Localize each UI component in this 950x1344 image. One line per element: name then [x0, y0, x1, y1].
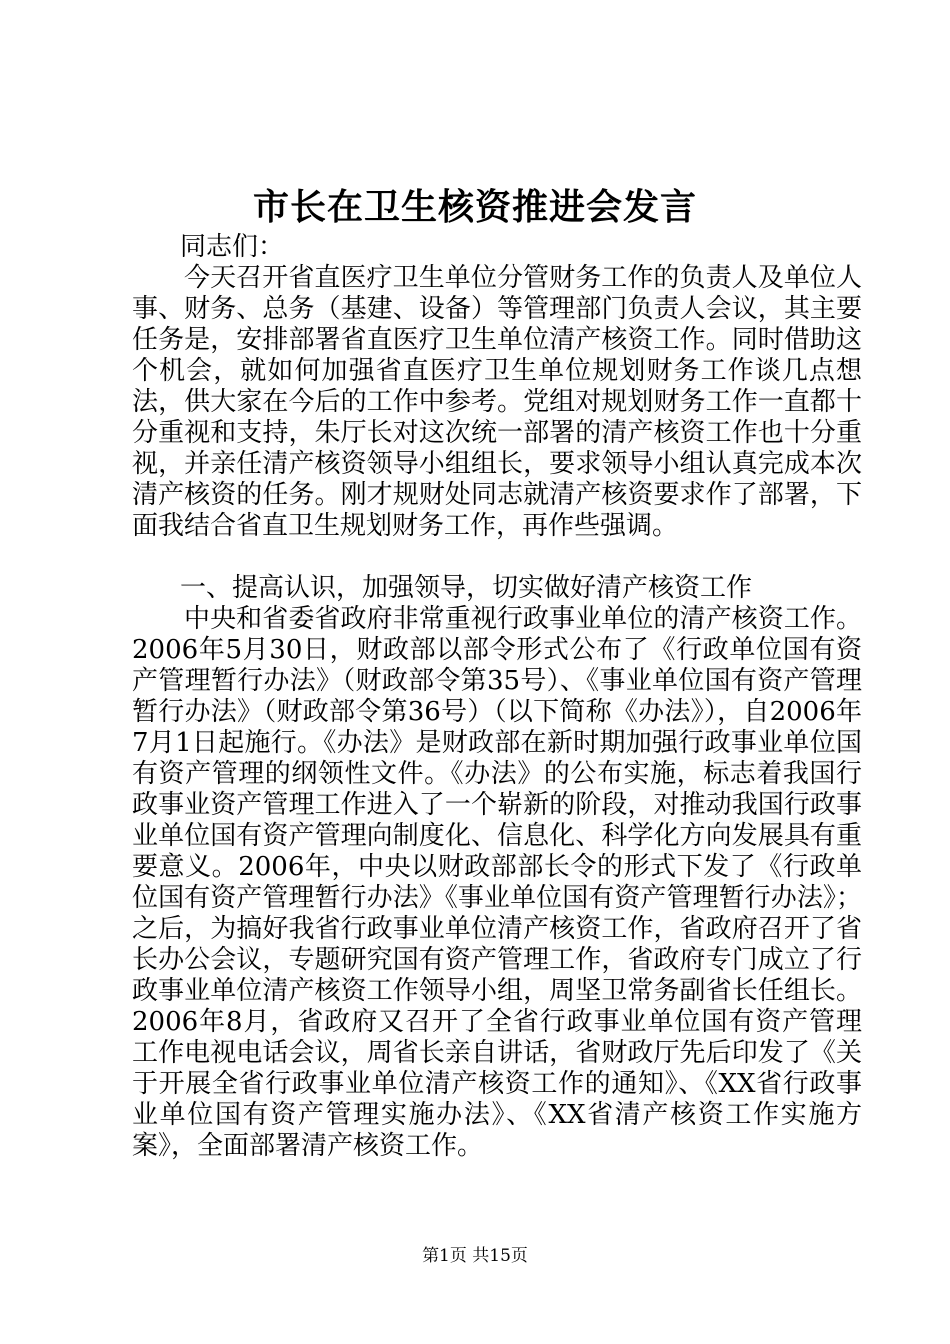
- page-footer: 第1页 共15页: [422, 1246, 528, 1266]
- paragraph-intro: 今天召开省直医疗卫生单位分管财务工作的负责人及单位人事、财务、总务（基建、设备）等管理部门负责人会议，其主要任务是，安排部署省直医疗卫生单位清产核资工作。同时借助这个机会，就如何加强省直医疗卫生单位规划财务工作谈几点想法，供大家在今后的工作中参考。党组对规划财务工作一直都十分重视和支持，朱厅长对这次统一部署的清产核资工作也十分重视，并亲任清产核资领导小组组长，要求领导小组认真完成本次清产核资的任务。刚才规财处同志就清产核资要求作了部署，下面我结合省直卫生规划财务工作，再作些强调。: [132, 263, 862, 541]
- section-heading: 一、提高认识，加强领导，切实做好清产核资工作: [180, 573, 753, 603]
- greeting: 同志们：: [180, 232, 285, 262]
- paragraph-section-one: 中央和省委省政府非常重视行政事业单位的清产核资工作。2006年5月30日，财政部以部令形式公布了《行政单位国有资产管理暂行办法》（财政部令第35号）、《事业单位国有资产管理暂行办法》（财政部令第36号）（以下简称《办法》），自2006年7月1日起施行。《办法》是财政部在新时期加强行政事业单位国有资产管理的纲领性文件。《办法》的公布实施，标志着我国行政事业资产管理工作进入了一个崭新的阶段，对推动我国行政事业单位国有资产管理向制度化、信息化、科学化方向发展具有重要意义。2006年，中央以财政部部长令的形式下发了《行政单位国有资产管理暂行办法》《事业单位国有资产管理暂行办法》；之后，为搞好我省行政事业单位清产核资工作，省政府召开了省长办公会议，专题研究国有资产管理工作，省政府专门成立了行政事业单位清产核资工作领导小组，周坚卫常务副省长任组长。2006年8月，省政府又召开了全省行政事业单位国有资产管理工作电视电话会议，周省长亲自讲话，省财政厅先后印发了《关于开展全省行政事业单位清产核资工作的通知》、《XX省行政事业单位国有资产管理实施办法》、《XX省清产核资工作实施方案》，全面部署清产核资工作。: [132, 604, 862, 1161]
- document-title: 市长在卫生核资推进会发言: [252, 186, 697, 228]
- paragraph-gap: [132, 542, 862, 573]
- document-body: [132, 232, 862, 1162]
